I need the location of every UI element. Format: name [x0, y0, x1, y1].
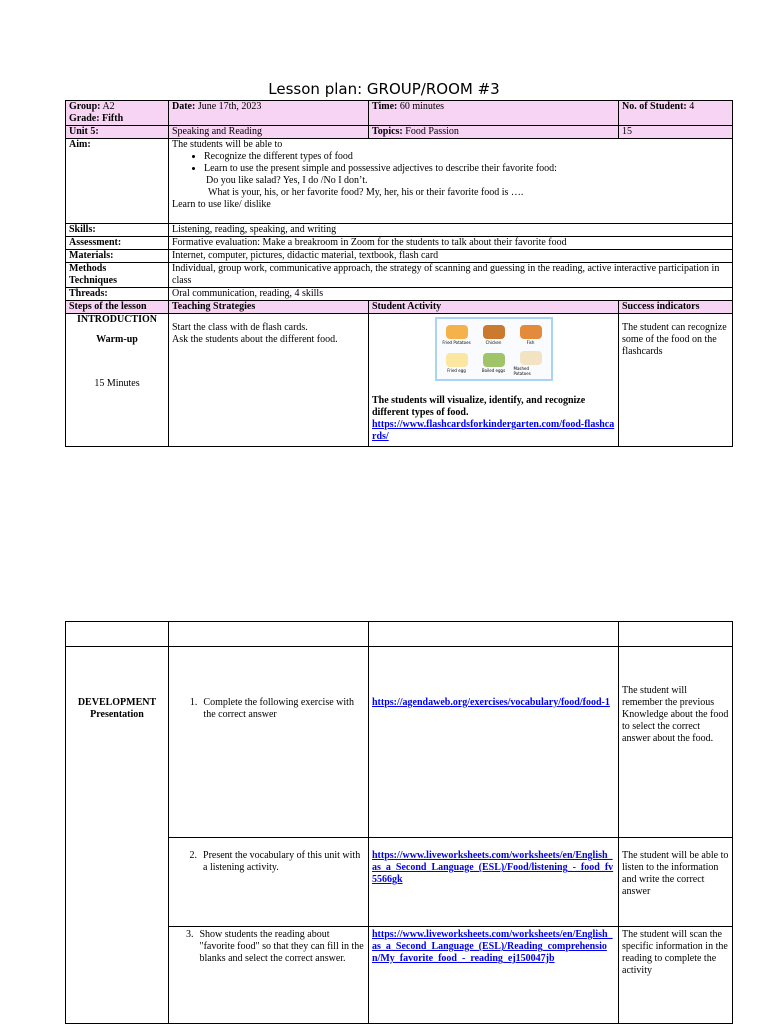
aim-row — [66, 139, 733, 224]
unit-value: Speaking and Reading — [169, 126, 369, 139]
introduction-row — [66, 314, 733, 447]
assessment-row — [66, 237, 733, 250]
skills-value: Listening, reading, speaking, and writing — [169, 224, 733, 237]
blank-cell — [619, 622, 733, 647]
dev-link-1-cell — [369, 647, 619, 838]
step-number: 1. — [189, 697, 198, 708]
blank-cell — [169, 622, 369, 647]
dev-step-2 — [172, 850, 365, 874]
aim-intro: The students will be able to — [172, 139, 283, 150]
columns-header-row — [66, 301, 733, 314]
intro-activity: The students will visualize, identify, and recognize different types of food. — [372, 395, 586, 418]
assessment-value: Formative evaluation: Make a breakroom in Zoom for the students to talk about their favorite food — [169, 237, 733, 250]
dev-link-2-cell — [369, 838, 619, 927]
aim-line-1: Do you like salad? Yes, I do /No I don’t. — [206, 175, 368, 186]
methods-value: Individual, group work, communicative approach, the strategy of scanning and guessing in the reading, active interactive participation in class — [169, 263, 733, 288]
col-success: Success indicators — [619, 301, 733, 314]
mashed-potatoes-icon — [520, 351, 542, 365]
dev-step-1 — [172, 697, 365, 721]
intro-duration: 15 Minutes — [94, 378, 140, 389]
dev-success-2: The student will be able to listen to the information and write the correct answer — [619, 838, 733, 927]
dev-step-3 — [172, 929, 365, 965]
flashcard — [440, 322, 474, 348]
students-label: No. of Student: — [622, 101, 687, 112]
dev-row-1 — [66, 647, 733, 838]
aim-content — [169, 139, 733, 224]
aim-line-3: Learn to use like/ dislike — [172, 199, 271, 210]
boiled-eggs-icon — [483, 353, 505, 367]
dev-stage: DEVELOPMENT — [77, 697, 157, 708]
materials-value: Internet, computer, pictures, didactic material, textbook, flash card — [169, 250, 733, 263]
methods-label — [66, 263, 169, 288]
intro-stage: INTRODUCTION — [76, 314, 157, 325]
aim-label: Aim: — [66, 139, 169, 224]
group-cell — [66, 101, 169, 126]
fried-egg-icon — [446, 353, 468, 367]
fried-potatoes-icon — [446, 325, 468, 339]
flashcards-image — [435, 317, 553, 381]
dev-stage-cell — [66, 647, 169, 1024]
dev-step-2-cell — [169, 838, 369, 927]
intro-success: The student can recognize some of the food on the flashcards — [622, 322, 727, 357]
development-table — [65, 621, 733, 1024]
dev-success-3: The student will scan the specific information in the reading to complete the activity — [619, 927, 733, 1024]
dev-step-1-cell — [169, 647, 369, 838]
threads-row — [66, 288, 733, 301]
flashcard — [477, 322, 511, 348]
dev-step-3-cell — [169, 927, 369, 1024]
topics-cell — [369, 126, 619, 139]
intro-stage-cell — [66, 314, 169, 447]
dev-sub: Presentation — [90, 709, 144, 720]
flashcards-link[interactable]: https://www.flashcardsforkindergarten.com/food-flashcards/ — [372, 419, 615, 442]
flashcard-label: Mashed Potatoes — [513, 365, 531, 376]
methods-label-2: Techniques — [69, 275, 117, 286]
dev-link-1[interactable]: https://agendaweb.org/exercises/vocabulary/food/food-1 — [372, 697, 610, 708]
time-label: Time: — [372, 101, 398, 112]
blank-header-row — [66, 622, 733, 647]
flashcard-label: Fried Potatoes — [442, 339, 471, 345]
threads-label: Threads: — [66, 288, 169, 301]
date-label: Date: — [172, 101, 196, 112]
aim-bullet-1: • Recognize the different types of food — [204, 151, 729, 163]
intro-sub: Warm-up — [96, 334, 138, 345]
topics-label: Topics: — [372, 126, 403, 137]
flashcard — [514, 351, 548, 377]
flashcard-label: Boiled eggs — [481, 368, 506, 374]
group-label: Group: — [69, 101, 101, 112]
intro-teaching-cell — [169, 314, 369, 447]
time-cell — [369, 101, 619, 126]
grade-label: Grade: — [69, 113, 100, 124]
unit-label: Unit 5: — [66, 126, 169, 139]
time-value: 60 minutes — [397, 101, 445, 112]
step-text: Show students the reading about "favorite food" so that they can fill in the blanks and select the correct answer. — [199, 929, 364, 964]
flashcard-label: Fried egg — [447, 368, 466, 374]
students-value: 4 — [686, 101, 695, 112]
flashcard — [440, 351, 474, 377]
intro-success-cell — [619, 314, 733, 447]
intro-teach-1: Start the class with de flash cards. — [172, 322, 308, 333]
skills-label: Skills: — [66, 224, 169, 237]
date-cell — [169, 101, 369, 126]
step-number: 3. — [186, 929, 194, 940]
date-value: June 17th, 2023 — [195, 101, 262, 112]
step-text: Complete the following exercise with the correct answer — [203, 697, 354, 720]
dev-link-3-cell — [369, 927, 619, 1024]
students-cell — [619, 101, 733, 126]
materials-row — [66, 250, 733, 263]
methods-row — [66, 263, 733, 288]
flashcard — [514, 322, 548, 348]
step-number: 2. — [189, 850, 198, 861]
intro-activity-cell — [369, 314, 619, 447]
flashcard-label: Fish — [526, 339, 535, 345]
unit-extra: 15 — [619, 126, 733, 139]
step-text: Present the vocabulary of this unit with a listening activity. — [203, 850, 361, 873]
assessment-label: Assessment: — [66, 237, 169, 250]
skills-row — [66, 224, 733, 237]
header-row — [66, 101, 733, 126]
topics-value: Food Passion — [402, 126, 459, 137]
chicken-icon — [483, 325, 505, 339]
flashcard — [477, 351, 511, 377]
methods-label-1: Methods — [69, 263, 107, 274]
aim-line-2: What is your, his, or her favorite food? My, her, his or their favorite food is …. — [208, 187, 524, 198]
materials-label: Materials: — [66, 250, 169, 263]
blank-cell — [369, 622, 619, 647]
intro-teach-2: Ask the students about the different food. — [172, 334, 338, 345]
page-title: Lesson plan: GROUP/ROOM #3 — [268, 80, 500, 98]
lesson-plan-table — [65, 100, 733, 447]
unit-row — [66, 126, 733, 139]
threads-value: Oral communication, reading, 4 skills — [169, 288, 733, 301]
dev-success-1: The student will remember the previous Knowledge about the food to select the correct answer about the food. — [619, 647, 733, 838]
grade-value: Fifth — [99, 113, 124, 124]
blank-cell — [66, 622, 169, 647]
col-activity: Student Activity — [369, 301, 619, 314]
group-value: A2 — [100, 101, 115, 112]
dev-link-2[interactable]: https://www.liveworksheets.com/worksheets/en/English_as_a_Second_Language_(ESL)/Food/listening_-_food_fv5566gk — [372, 850, 614, 885]
fish-icon — [520, 325, 542, 339]
col-teaching: Teaching Strategies — [169, 301, 369, 314]
dev-link-3[interactable]: https://www.liveworksheets.com/worksheets/en/English_as_a_Second_Language_(ESL)/Reading_comprehension/My_favorite_food_-_reading_ej150047jb — [372, 929, 613, 964]
col-steps: Steps of the lesson — [66, 301, 169, 314]
flashcard-label: Chicken — [485, 339, 502, 345]
aim-bullet-2: • Learn to use the present simple and possessive adjectives to describe their favorite food: — [204, 163, 729, 175]
